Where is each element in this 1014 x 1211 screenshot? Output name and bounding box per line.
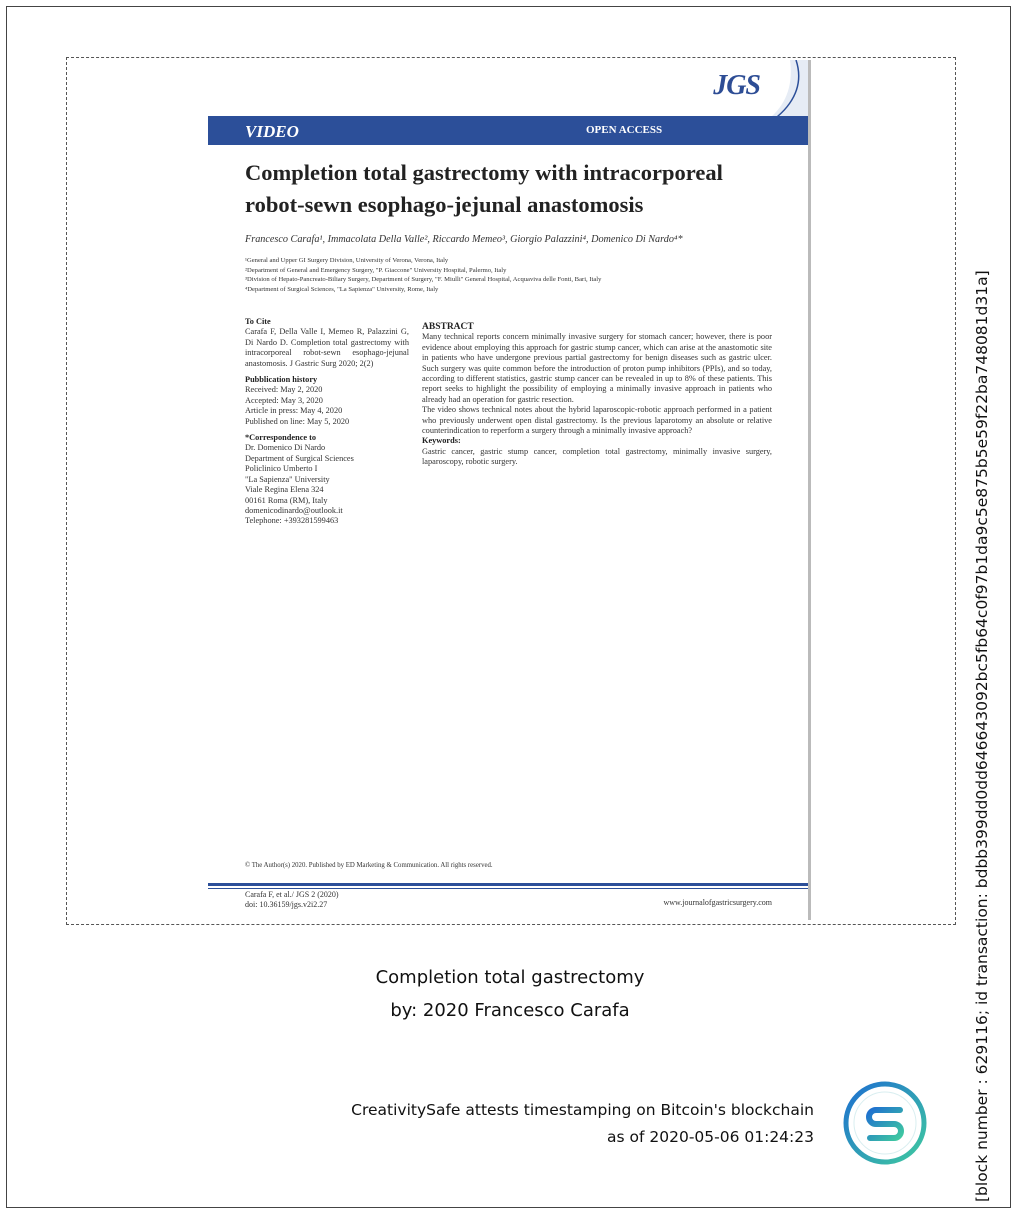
keywords-text: Gastric cancer, gastric stump cancer, completion total gastrectomy, minimally invasive surgery, laparoscopy, robotic surgery. [422, 446, 772, 467]
affiliation-item: ³Division of Hepato-Pancreato-Biliary Surgery, Department of Surgery, "F. Miulli" General Hospital, Acquaviva delle Fonti, Bari, Italy [245, 276, 602, 284]
history-item: Accepted: May 3, 2020 [245, 395, 323, 405]
footer-url: www.journalofgastricsurgery.com [663, 898, 772, 907]
abstract-heading: ABSTRACT [422, 322, 474, 332]
paper-first-page [208, 60, 808, 920]
abstract-column [422, 322, 772, 468]
journal-logo: JGS [713, 70, 760, 101]
correspondence-heading: *Correspondence to [245, 433, 317, 443]
paper-title [245, 157, 785, 221]
blockchain-record: [block number : 629116; id transaction: bdbb399dd0dd646643092bc5fb64c0f97b1da9c5e875b5e59f22ba748081d31a] [973, 270, 991, 1202]
abstract-paragraph-1: Many technical reports concern minimally invasive surgery for stomach cancer; however, there is poor evidence about employing this approach for gastric stump cancer, which can arise at the anastomotic site in patients who have undergone previous partial gastrectomy for benign diseases such as gastric ulcer. Such surgery was quite common before the introduction of proton pump inhibitors (PPIs), and so today, according to different statistics, gastric stump cancer can be revealed in up to 8% of these patients. This report seeks to highlight the possibility of employing a minimally invasive approach in patients who already had an operation for gastric resection. [422, 332, 772, 404]
abstract-paragraph-2: The video shows technical notes about the hybrid laparoscopic-robotic approach performed in a patient who previously underwent open distal gastrectomy. Is the previous laparotomy an absolute or relative counterindication to reperform a surgery through a minimally invasive approach? [422, 405, 772, 436]
history-item: Article in press: May 4, 2020 [245, 406, 343, 416]
open-access-label: OPEN ACCESS [586, 124, 663, 136]
footer-rule-thin [208, 888, 808, 889]
history-heading: Pubblication history [245, 375, 318, 385]
attestation-line-1: CreativitySafe attests timestamping on Bitcoin's blockchain [351, 1101, 814, 1119]
footer-citation [245, 890, 339, 910]
work-byline: by: 2020 Francesco Carafa [390, 1000, 630, 1021]
to-cite-text: Carafa F, Della Valle I, Memeo R, Palazzini G, Di Nardo D. Completion total gastrectomy with intracorporeal robot-sewn esophago-jejunal anastomosis. J Gastric Surg 2020; 2(2) [245, 327, 409, 368]
paper-affiliations [245, 256, 805, 294]
to-cite-heading: To Cite [245, 317, 271, 326]
sidebar-column [245, 317, 409, 533]
paper-title-line-2: robot-sewn esophago-jejunal anastomosis [245, 192, 644, 217]
history-block [245, 375, 409, 427]
copyright-notice: © The Author(s) 2020. Published by ED Marketing & Communication. All rights reserved. [245, 862, 493, 869]
affiliation-item: ²Department of General and Emergency Surgery, "P. Giaccone" University Hospital, Palermo, Italy [245, 266, 507, 274]
section-label: VIDEO [245, 122, 299, 141]
correspondence-line: Policlinico Umberto I [245, 464, 318, 474]
history-item: Published on line: May 5, 2020 [245, 416, 350, 426]
affiliation-item: ⁴Department of Surgical Sciences, "La Sapienza" University, Rome, Italy [245, 285, 439, 293]
correspondence-line: "La Sapienza" University [245, 474, 330, 484]
header-band [208, 116, 808, 145]
correspondence-line: Viale Regina Elena 324 [245, 485, 324, 495]
creativitysafe-logo-icon [842, 1080, 928, 1166]
correspondence-block [245, 433, 409, 527]
correspondence-email: domenicodinardo@outlook.it [245, 505, 343, 515]
paper-authors: Francesco Carafa¹, Immacolata Della Valle², Riccardo Memeo³, Giorgio Palazzini⁴, Domenico Di Nardo⁴* [245, 234, 683, 245]
keywords-heading: Keywords: [422, 436, 461, 446]
work-title: Completion total gastrectomy [375, 967, 645, 988]
correspondence-line: Department of Surgical Sciences [245, 453, 354, 463]
paper-title-line-1: Completion total gastrectomy with intracorporeal [245, 160, 723, 185]
history-item: Received: May 2, 2020 [245, 385, 323, 395]
footer-citation-line: Carafa F, et al./ JGS 2 (2020) [245, 890, 339, 899]
footer-rule [208, 883, 808, 886]
correspondence-line: 00161 Roma (RM), Italy [245, 495, 328, 505]
footer-doi: doi: 10.36159/jgs.v2i2.27 [245, 900, 328, 909]
affiliation-item: ¹General and Upper GI Surgery Division, University of Verona, Verona, Italy [245, 257, 449, 264]
to-cite-block [245, 317, 409, 369]
correspondence-phone: Telephone: +393281599463 [245, 516, 339, 526]
attestation-timestamp: as of 2020-05-06 01:24:23 [607, 1128, 814, 1146]
correspondence-line: Dr. Domenico Di Nardo [245, 443, 326, 453]
